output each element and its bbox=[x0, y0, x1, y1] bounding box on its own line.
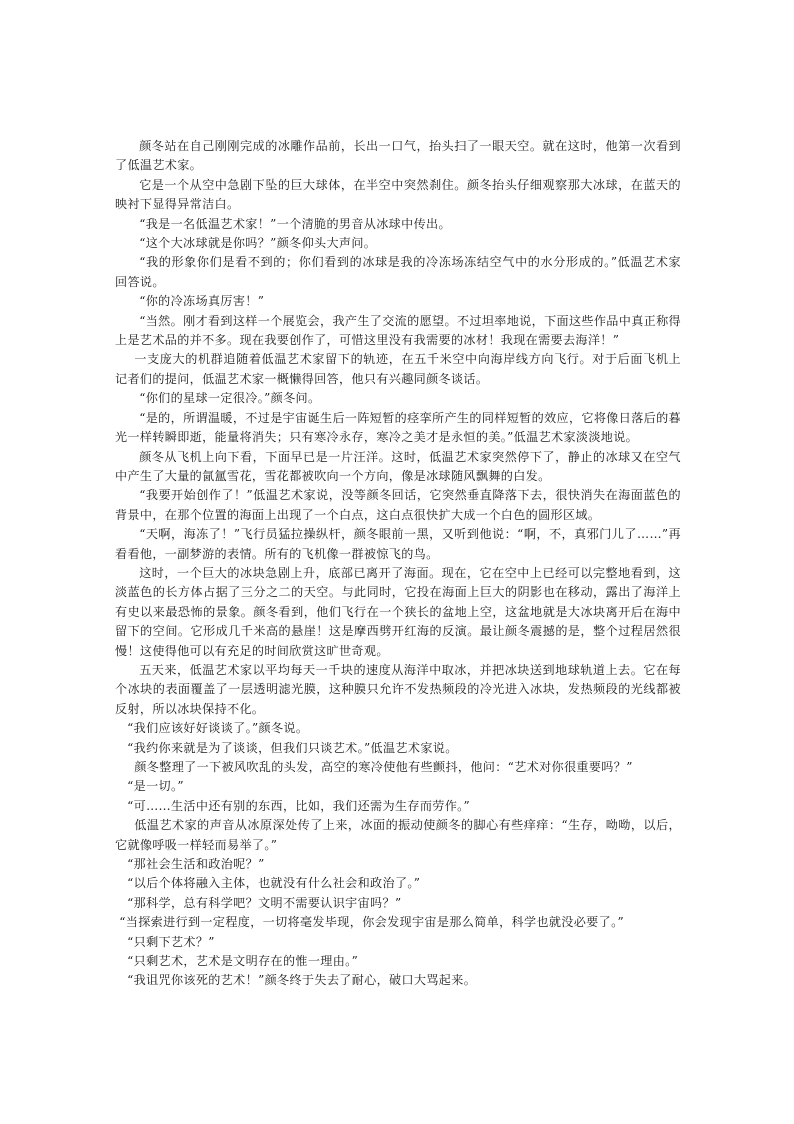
paragraph: “那社会生活和政治呢？” bbox=[127, 857, 265, 872]
paragraph: “我约你来就是为了谈谈，但我们只谈艺术。”低温艺术家说。 bbox=[127, 740, 458, 755]
paragraph: “你们的星球一定很冷。”颜冬问。 bbox=[139, 391, 321, 406]
paragraph: “我诅咒你该死的艺术！”颜冬终于失去了耐心，破口大骂起来。 bbox=[127, 973, 477, 988]
paragraph: “天啊，海冻了！”飞行员猛拉操纵杆，颜冬眼前一黑，又听到他说：“啊，不，真邪门儿了……”再看看他，一副梦游的表情。所有的飞机像一群被惊飞的鸟。 bbox=[115, 527, 681, 561]
paragraph: 颜冬整理了一下被风吹乱的头发，高空的寒冷使他有些颤抖，他问：“艺术对你很重要吗？” bbox=[134, 760, 633, 774]
paragraph: “只剩艺术，艺术是文明存在的惟一理由。” bbox=[127, 954, 359, 969]
article-body bbox=[115, 137, 681, 991]
paragraph: “这个大冰球就是你吗？”颜冬仰头大声问。 bbox=[139, 236, 377, 251]
paragraph: “我是一名低温艺术家！”一个清脆的男音从冰球中传出。 bbox=[139, 216, 451, 231]
paragraph: “当探索进行到一定程度，一切将毫发毕现，你会发现宇宙是那么简单，科学也就没必要了。” bbox=[119, 915, 625, 930]
paragraph: “我要开始创作了！”低温艺术家说，没等颜冬回话，它突然垂直降落下去，很快消失在海面蓝色的背景中，在那个位置的海面上出现了一个白点，这白点很快扩大成一个白色的圆形区域。 bbox=[115, 488, 681, 522]
paragraph: “只剩下艺术？” bbox=[127, 934, 215, 949]
paragraph: 颜冬从飞机上向下看，下面早已是一片汪洋。这时，低温艺术家突然停下了，静止的冰球又在空气中产生了大量的氤氲雪花，雪花都被吹向一个方向，像是冰球随风飘舞的白发。 bbox=[115, 449, 681, 483]
paragraph: 它是一个从空中急剧下坠的巨大球体，在半空中突然刹住。颜冬抬头仔细观察那大冰球，在蓝天的映衬下显得异常洁白。 bbox=[115, 177, 681, 212]
paragraph: “是的，所谓温暖，不过是宇宙诞生后一阵短暂的痉挛所产生的同样短暂的效应，它将像日落后的暮光一样转瞬即逝，能量将消失；只有寒冷永存，寒冷之美才是永恒的美。”低温艺术家淡淡地说。 bbox=[115, 410, 681, 445]
paragraph: 五天来，低温艺术家以平均每天一千块的速度从海洋中取冰，并把冰块送到地球轨道上去。它在每个冰块的表面覆盖了一层透明滤光膜，这种膜只允许不发热频段的冷光进入冰块，发热频段的光线都被反射，所以冰块保持不化。 bbox=[115, 662, 681, 716]
paragraph: “那科学，总有科学吧？文明不需要认识宇宙吗？” bbox=[127, 895, 402, 910]
paragraph: “可……生活中还有别的东西，比如，我们还需为生存而劳作。” bbox=[127, 798, 471, 813]
paragraph: 颜冬站在自己刚刚完成的冰雕作品前，长出一口气，抬头扫了一眼天空。就在这时，他第一次看到了低温艺术家。 bbox=[115, 139, 681, 173]
paragraph: “我们应该好好谈谈了。”颜冬说。 bbox=[127, 721, 309, 736]
paragraph: “我的形象你们是看不到的；你们看到的冰球是我的冷冻场冻结空气中的水分形成的。”低温艺术家回答说。 bbox=[115, 255, 681, 289]
paragraph: 低温艺术家的声音从冰原深处传了上来，冰面的振动使颜冬的脚心有些痒痒：“生存，呦呦，以后，它就像呼吸一样轻而易举了。” bbox=[115, 818, 681, 852]
paragraph: “你的冷冻场真厉害！” bbox=[139, 294, 265, 309]
paragraph: 一支庞大的机群追随着低温艺术家留下的轨迹，在五千米空中向海岸线方向飞行。对于后面飞机上记者们的提问，低温艺术家一概懒得回答，他只有兴趣同颜冬谈话。 bbox=[115, 352, 681, 386]
paragraph: “当然。刚才看到这样一个展览会，我产生了交流的愿望。不过坦率地说，下面这些作品中真正称得上是艺术品的并不多。现在我要创作了，可惜这里没有我需要的冰材！我现在需要去海洋！” bbox=[115, 313, 681, 348]
paragraph: “以后个体将融入主体，也就没有什么社会和政治了。” bbox=[127, 876, 421, 891]
paragraph: “是一切。” bbox=[127, 779, 184, 794]
paragraph: 这时，一个巨大的冰块急剧上升，底部已离开了海面。现在，它在空中上已经可以完整地看到，这淡蓝色的长方体占据了三分之二的天空。与此同时，它投在海面上巨大的阴影也在移动，露出了海洋上有史以来最恐怖的景象。颜冬看到，他们飞行在一个狭长的盆地上空，这盆地就是大冰块离开后在海中留下的空间。它形成几千米高的悬崖！这是摩西劈开红海的反演。最让颜冬震撼的是，整个过程居然很慢！这使得他可以有充足的时间欣赏这旷世奇观。 bbox=[115, 565, 681, 658]
